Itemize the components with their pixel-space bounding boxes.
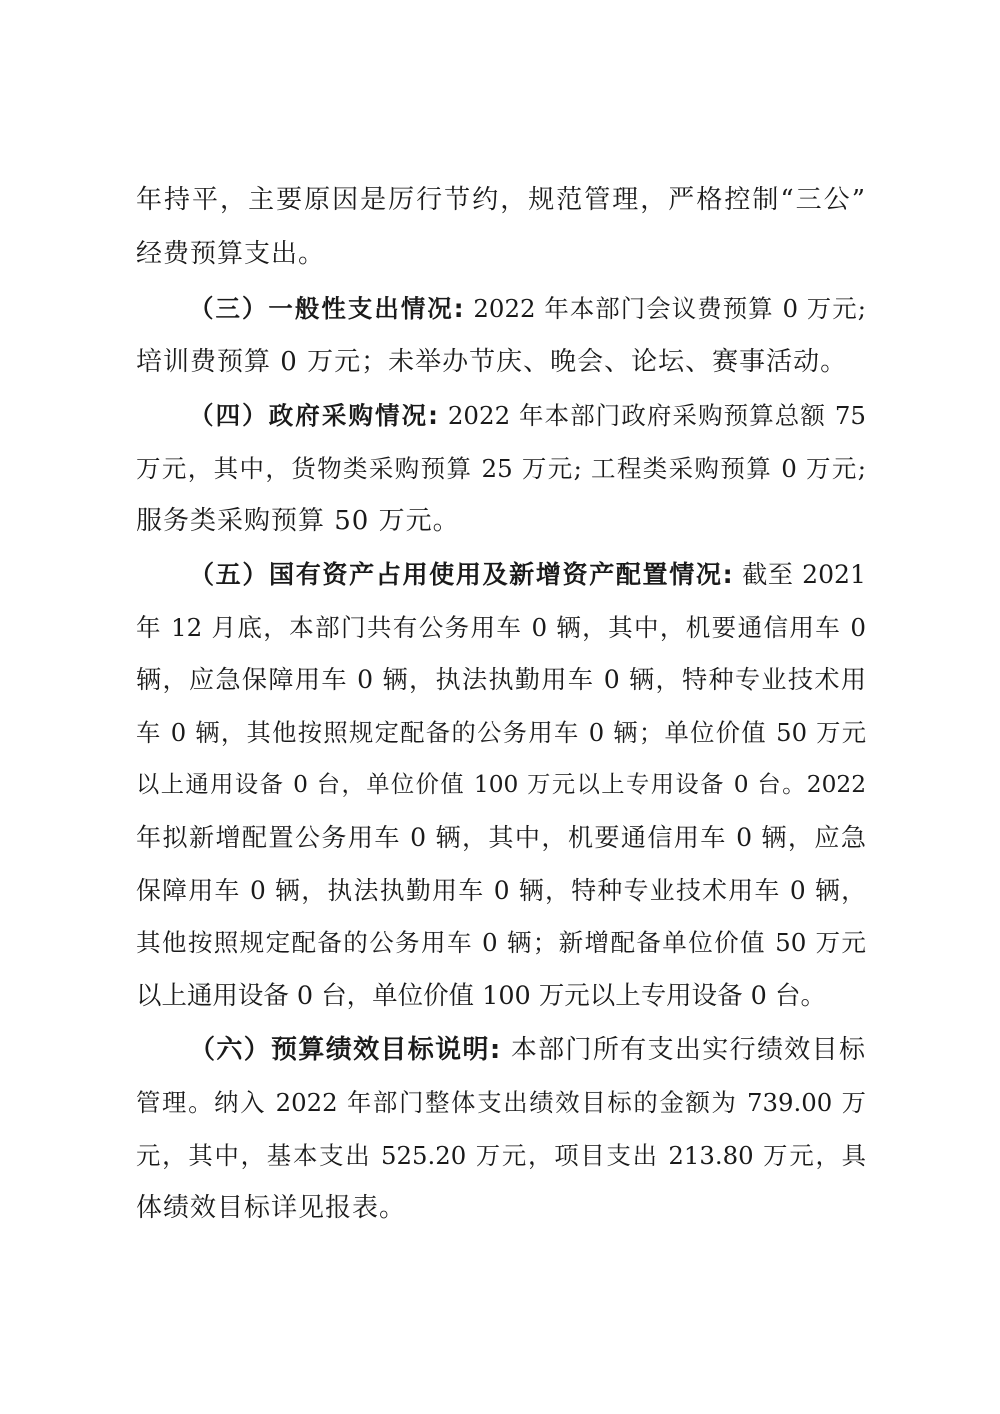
paragraph-line [136,820,866,856]
section-5-first-line [189,557,866,593]
body-text: 2022 年本部门政府采购预算总额 75 [438,401,866,430]
paragraph-line [136,925,866,961]
paragraph-line [136,715,866,751]
body-text: 管理。纳入 2022 年部门整体支出绩效目标的金额为 739.00 万 [136,1088,866,1117]
paragraph-line [136,236,866,272]
body-text: 其他按照规定配备的公务用车 0 辆；新增配备单位价值 50 万元 [136,928,866,957]
paragraph-line [136,767,866,803]
body-text: 经费预算支出。 [136,239,326,269]
body-text: 万元，其中，货物类采购预算 25 万元; 工程类采购预算 0 万元; [136,454,866,483]
paragraph-line [136,610,866,646]
body-text: 以上通用设备 0 台，单位价值 100 万元以上专用设备 0 台。 [136,981,826,1011]
paragraph-line [136,873,866,909]
body-text: 2022 年本部门会议费预算 0 万元; [464,294,866,323]
section-3-heading: （三）一般性支出情况: [189,294,465,323]
paragraph-line [136,978,866,1014]
body-text: 辆，应急保障用车 0 辆，执法执勤用车 0 辆，特种专业技术用 [136,665,866,694]
body-text: 本部门所有支出实行绩效目标 [501,1035,866,1065]
body-text: 年 12 月底，本部门共有公务用车 0 辆，其中，机要通信用车 0 [136,613,866,642]
body-text: 年持平，主要原因是厉行节约，规范管理，严格控制“三公” [136,185,866,215]
body-text: 年拟新增配置公务用车 0 辆，其中，机要通信用车 0 辆，应急 [136,823,866,852]
section-5-heading: （五）国有资产占用使用及新增资产配置情况: [189,560,734,589]
body-text: 培训费预算 0 万元；未举办节庆、晚会、论坛、赛事活动。 [136,347,848,377]
body-text: 截至 2021 [733,560,866,589]
paragraph-line [136,503,866,539]
paragraph-line [136,182,866,218]
section-3-first-line [189,291,866,327]
body-text: 保障用车 0 辆，执法执勤用车 0 辆，特种专业技术用车 0 辆， [136,876,866,905]
paragraph-line [136,344,866,380]
paragraph-line [136,1190,866,1226]
paragraph-line [136,1138,866,1174]
body-text: 体绩效目标详见报表。 [136,1193,407,1223]
paragraph-line [136,451,866,487]
body-text: 车 0 辆，其他按照规定配备的公务用车 0 辆；单位价值 50 万元 [136,718,866,747]
section-6-first-line [189,1032,866,1068]
body-text: 元，其中，基本支出 525.20 万元，项目支出 213.80 万元，具 [136,1141,866,1170]
body-text: 服务类采购预算 50 万元。 [136,506,460,536]
section-4-first-line [189,398,866,434]
body-text: 以上通用设备 0 台，单位价值 100 万元以上专用设备 0 台。2022 [136,771,866,798]
section-4-heading: （四）政府采购情况: [189,401,439,430]
paragraph-line [136,1085,866,1121]
section-6-heading: （六）预算绩效目标说明: [189,1035,502,1065]
paragraph-line [136,662,866,698]
